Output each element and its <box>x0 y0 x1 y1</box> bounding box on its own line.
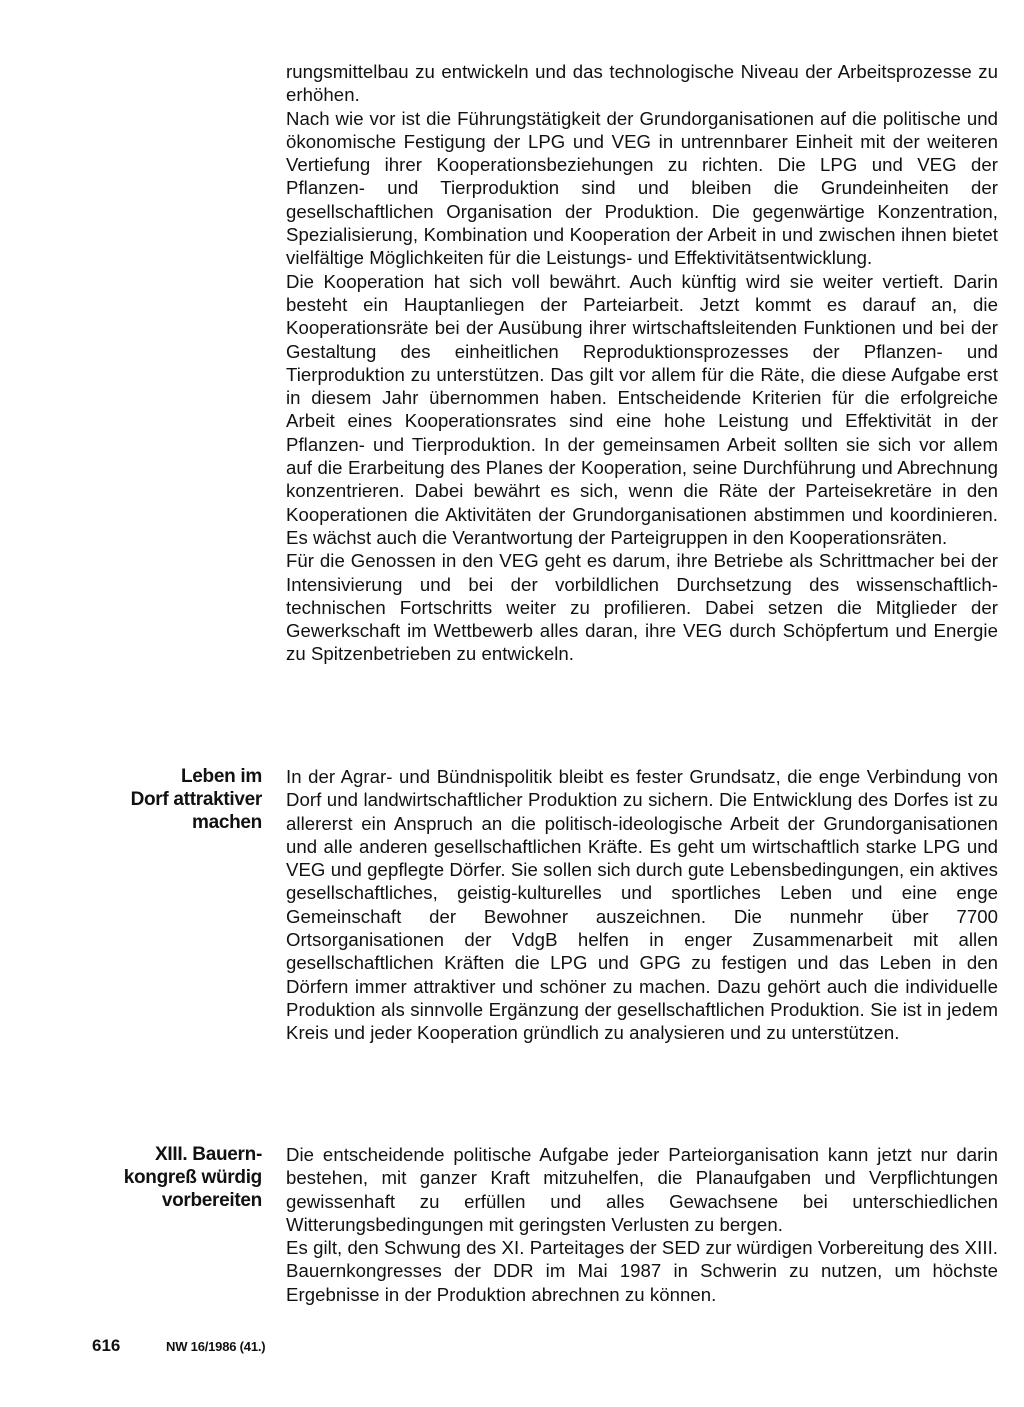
paragraph: rungsmittelbau zu entwickeln und das technologische Niveau der Arbeitsprozesse zu erhöhen. <box>286 61 998 106</box>
paragraph: Die entscheidende politische Aufgabe jeder Parteiorganisation kann jetzt nur darin bestehen, mit ganzer Kraft mitzuhelfen, die Planaufgaben und Verpflichtungen gewissenhaft zu erfüllen und alles Gewachsene bei unterschiedlichen Witterungsbedingungen mit geringsten Verlusten zu bergen. <box>286 1144 998 1235</box>
paragraph: Die Kooperation hat sich voll bewährt. Auch künftig wird sie weiter vertieft. Darin besteht ein Hauptanliegen der Parteiarbeit. Jetzt kommt es darauf an, die Kooperationsräte bei der Ausübung ihrer wirtschaftsleitenden Funktionen und bei der Gestaltung des einheitlichen Reproduktionsprozesses der Pflanzen- und Tierproduktion zu unterstützen. Das gilt vor allem für die Räte, die diese Aufgabe erst in diesem Jahr übernommen haben. Entscheidende Kriterien für die erfolgreiche Arbeit eines Kooperationsrates sind eine hohe Leistung und Effektivität in der Pflanzen- und Tierproduktion. In der gemeinsamen Arbeit sollten sie sich vor allem auf die Erarbeitung des Planes der Kooperation, seine Durchführung und Abrechnung konzentrieren. Dabei bewährt es sich, wenn die Räte der Parteisekretäre in den Kooperationen die Aktivitäten der Grundorganisationen abstimmen und koordinieren. Es wächst auch die Verantwortung der Parteigruppen in den Kooperationsräten. <box>286 270 998 548</box>
paragraph: Es gilt, den Schwung des XI. Parteitages der SED zur würdigen Vorbereitung des XIII. Bauernkongresses der DDR im Mai 1987 in Schwerin zu nutzen, um höchste Ergebnisse in der Produktion abrechnen zu können. <box>286 1237 998 1305</box>
text-block-congress <box>286 1143 998 1306</box>
paragraph: In der Agrar- und Bündnispolitik bleibt es fester Grundsatz, die enge Verbindung von Dorf und landwirtschaftlicher Produktion zu sichern. Die Entwicklung des Dorfes ist zu allererst ein Anspruch an die politisch-ideologische Arbeit der Grundorganisationen und alle anderen gesellschaftlichen Kräfte. Es geht um wirtschaftlich starke LPG und VEG und gepflegte Dörfer. Sie sollen sich durch gute Lebensbedingungen, ein aktives gesellschaftliches, geistig-kulturelles und sportliches Leben und eine enge Gemeinschaft der Bewohner auszeichnen. Die nunmehr über 7700 Ortsorganisationen der VdgB helfen in enger Zusammenarbeit mit allen gesellschaftlichen Kräften die LPG und GPG zu festigen und das Leben in den Dörfern immer attraktiver und schöner zu machen. Dazu gehört auch die individuelle Produktion als sinnvolle Ergänzung der gesellschaftlichen Produktion. Sie ist in jedem Kreis und jeder Kooperation gründlich zu analysieren und zu unterstützen. <box>286 766 998 1044</box>
paragraph: Nach wie vor ist die Führungstätigkeit der Grundorganisationen auf die politische und ökonomische Festigung der LPG und VEG in untrennbarer Einheit mit der weiteren Vertiefung ihrer Kooperationsbeziehungen zu richten. Die LPG und VEG der Pflanzen- und Tierproduktion sind und bleiben die Grundeinheiten der gesellschaftlichen Organisation der Produktion. Die gegenwärtige Konzentration, Spezialisierung, Kombination und Kooperation der Arbeit in und zwischen ihnen bietet vielfältige Möglichkeiten für die Leistungs- und Effektivitätsentwicklung. <box>286 107 998 269</box>
margin-heading-congress <box>42 1143 262 1212</box>
margin-heading-line: Dorf attraktiver <box>130 789 262 810</box>
margin-heading-line: kongreß würdig <box>123 1167 262 1188</box>
text-block-cooperation <box>286 60 998 666</box>
margin-heading-line: machen <box>191 812 262 833</box>
paragraph: Für die Genossen in den VEG geht es darum, ihre Betriebe als Schrittmacher bei der Intensivierung und bei der vorbildlichen Durchsetzung des wissenschaftlich-technischen Fortschritts weiter zu profilieren. Dabei setzen die Mitglieder der Gewerkschaft im Wettbewerb alles daran, ihre VEG durch Schöpfertum und Energie zu Spitzenbetrieben zu entwickeln. <box>286 550 998 665</box>
margin-heading-line: Leben im <box>180 766 262 787</box>
margin-heading-line: vorbereiten <box>161 1190 262 1211</box>
journal-reference: NW 16/1986 (41.) <box>166 1339 266 1354</box>
page-number: 616 <box>92 1336 121 1355</box>
margin-heading-line: XIII. Bauern- <box>155 1144 262 1165</box>
margin-heading-village <box>42 765 262 834</box>
text-block-village <box>286 765 998 1045</box>
